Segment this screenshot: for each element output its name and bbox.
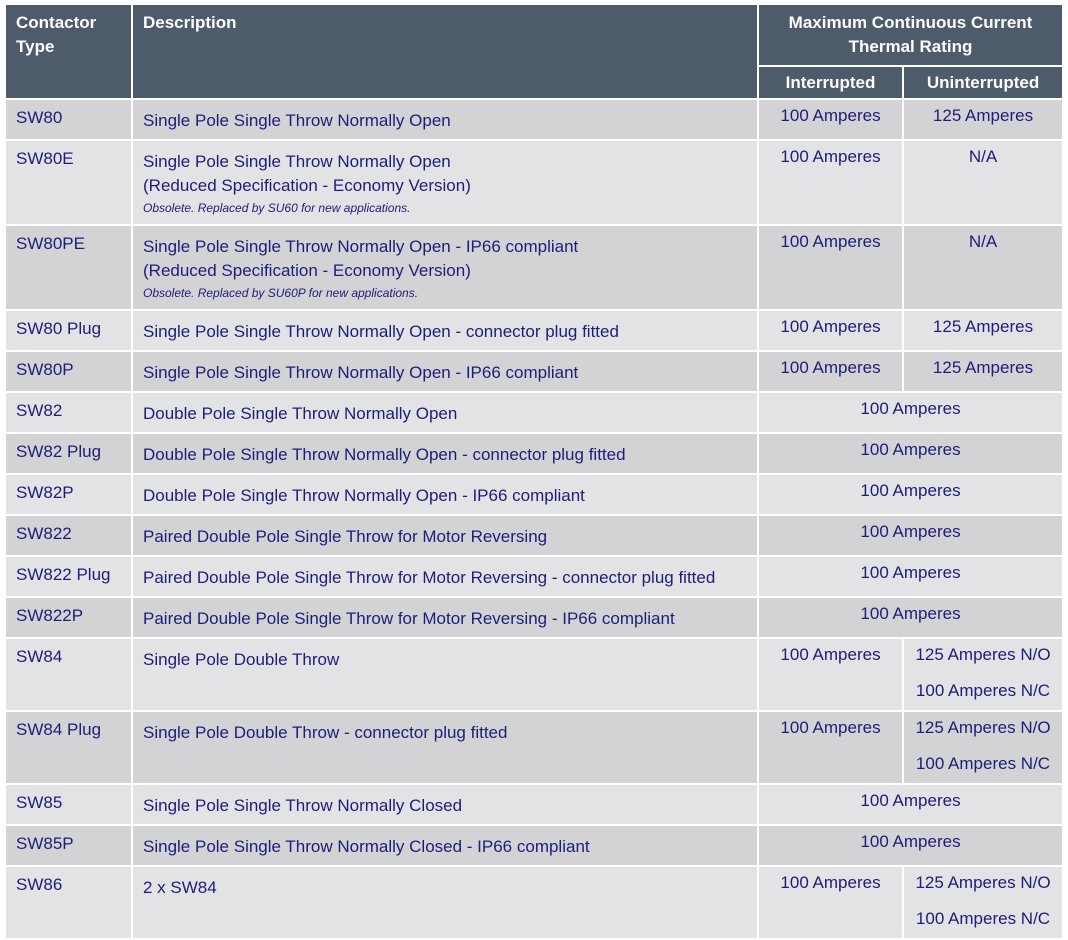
contactor-type: SW80 (5, 99, 132, 140)
header-interrupted: Interrupted (758, 66, 903, 99)
table-row (5, 556, 1063, 597)
description (132, 638, 758, 711)
description-text: Single Pole Double Throw - connector plug fitted (143, 723, 508, 742)
interrupted-value: 100 Amperes (758, 225, 903, 310)
contactor-type: SW85P (5, 825, 132, 866)
description (132, 711, 758, 784)
description-text: Single Pole Double Throw (143, 650, 340, 669)
description (132, 784, 758, 825)
rating-value: 100 Amperes (758, 392, 1063, 433)
description-text: 2 x SW84 (143, 878, 217, 897)
uninterrupted-value: 125 Amperes (903, 351, 1063, 392)
description (132, 556, 758, 597)
obsolete-note: Obsolete. Replaced by SU60P for new applications. (143, 286, 419, 300)
contactor-type: SW84 (5, 638, 132, 711)
description (132, 140, 758, 225)
contactor-type: SW85 (5, 784, 132, 825)
uninterrupted-value (903, 638, 1063, 711)
table-row (5, 597, 1063, 638)
description-text: Single Pole Single Throw Normally Open (143, 152, 451, 171)
uninterrupted-no: 125 Amperes N/O (915, 873, 1051, 892)
table-row (5, 711, 1063, 784)
table-row (5, 351, 1063, 392)
contactor-type: SW84 Plug (5, 711, 132, 784)
uninterrupted-value (903, 711, 1063, 784)
table-row (5, 474, 1063, 515)
description-text: Double Pole Single Throw Normally Open - connector plug fitted (143, 445, 626, 464)
description (132, 392, 758, 433)
uninterrupted-no: 125 Amperes N/O (915, 718, 1051, 737)
uninterrupted-value: N/A (903, 140, 1063, 225)
header-rating: Maximum Continuous Current Thermal Rating (758, 4, 1063, 66)
obsolete-note: Obsolete. Replaced by SU60 for new applications. (143, 201, 411, 215)
description (132, 433, 758, 474)
table-row (5, 638, 1063, 711)
description-text: Single Pole Single Throw Normally Open - IP66 compliant (143, 363, 579, 382)
contactor-type: SW822P (5, 597, 132, 638)
description (132, 351, 758, 392)
rating-value: 100 Amperes (758, 433, 1063, 474)
rating-value: 100 Amperes (758, 597, 1063, 638)
header-description: Description (132, 4, 758, 99)
contactor-type: SW82 (5, 392, 132, 433)
table-row (5, 784, 1063, 825)
description-subtext: (Reduced Specification - Economy Version) (143, 176, 471, 195)
interrupted-value: 100 Amperes (758, 638, 903, 711)
description-subtext: (Reduced Specification - Economy Version) (143, 261, 471, 280)
description (132, 515, 758, 556)
uninterrupted-nc: 100 Amperes N/C (915, 909, 1051, 928)
description-text: Paired Double Pole Single Throw for Motor Reversing (143, 527, 548, 546)
contactor-type: SW822 Plug (5, 556, 132, 597)
rating-value: 100 Amperes (758, 556, 1063, 597)
rating-value: 100 Amperes (758, 515, 1063, 556)
interrupted-value: 100 Amperes (758, 140, 903, 225)
uninterrupted-value (903, 866, 1063, 939)
table-row (5, 515, 1063, 556)
rating-value: 100 Amperes (758, 825, 1063, 866)
rating-value: 100 Amperes (758, 784, 1063, 825)
contactor-type: SW80E (5, 140, 132, 225)
description-text: Single Pole Single Throw Normally Closed (143, 796, 463, 815)
contactor-type: SW86 (5, 866, 132, 939)
table-row (5, 433, 1063, 474)
table-row (5, 392, 1063, 433)
description (132, 597, 758, 638)
header-row (5, 4, 1063, 66)
table-row (5, 310, 1063, 351)
uninterrupted-nc: 100 Amperes N/C (915, 681, 1051, 700)
contactor-type: SW82 Plug (5, 433, 132, 474)
description (132, 225, 758, 310)
header-contactor-type: Contactor Type (5, 4, 132, 99)
contactor-table (4, 3, 1064, 940)
description (132, 474, 758, 515)
description-text: Single Pole Single Throw Normally Open (143, 111, 451, 130)
interrupted-value: 100 Amperes (758, 866, 903, 939)
description-text: Single Pole Single Throw Normally Open - IP66 compliant (143, 237, 579, 256)
interrupted-value: 100 Amperes (758, 310, 903, 351)
description-text: Single Pole Single Throw Normally Closed - IP66 compliant (143, 837, 590, 856)
interrupted-value: 100 Amperes (758, 351, 903, 392)
description (132, 825, 758, 866)
contactor-type: SW822 (5, 515, 132, 556)
table-row (5, 99, 1063, 140)
table-row (5, 225, 1063, 310)
contactor-type: SW82P (5, 474, 132, 515)
description-text: Single Pole Single Throw Normally Open - connector plug fitted (143, 322, 619, 341)
contactor-type: SW80PE (5, 225, 132, 310)
uninterrupted-no: 125 Amperes N/O (915, 645, 1051, 664)
description (132, 866, 758, 939)
uninterrupted-value: N/A (903, 225, 1063, 310)
table-row (5, 866, 1063, 939)
contactor-type: SW80 Plug (5, 310, 132, 351)
contactor-type: SW80P (5, 351, 132, 392)
description (132, 99, 758, 140)
uninterrupted-value: 125 Amperes (903, 99, 1063, 140)
rating-value: 100 Amperes (758, 474, 1063, 515)
description-text: Double Pole Single Throw Normally Open - IP66 compliant (143, 486, 585, 505)
description-text: Paired Double Pole Single Throw for Motor Reversing - connector plug fitted (143, 568, 716, 587)
description (132, 310, 758, 351)
table-row (5, 825, 1063, 866)
description-text: Double Pole Single Throw Normally Open (143, 404, 458, 423)
interrupted-value: 100 Amperes (758, 99, 903, 140)
description-text: Paired Double Pole Single Throw for Motor Reversing - IP66 compliant (143, 609, 675, 628)
uninterrupted-value: 125 Amperes (903, 310, 1063, 351)
interrupted-value: 100 Amperes (758, 711, 903, 784)
header-uninterrupted: Uninterrupted (903, 66, 1063, 99)
uninterrupted-nc: 100 Amperes N/C (915, 754, 1051, 773)
table-row (5, 140, 1063, 225)
